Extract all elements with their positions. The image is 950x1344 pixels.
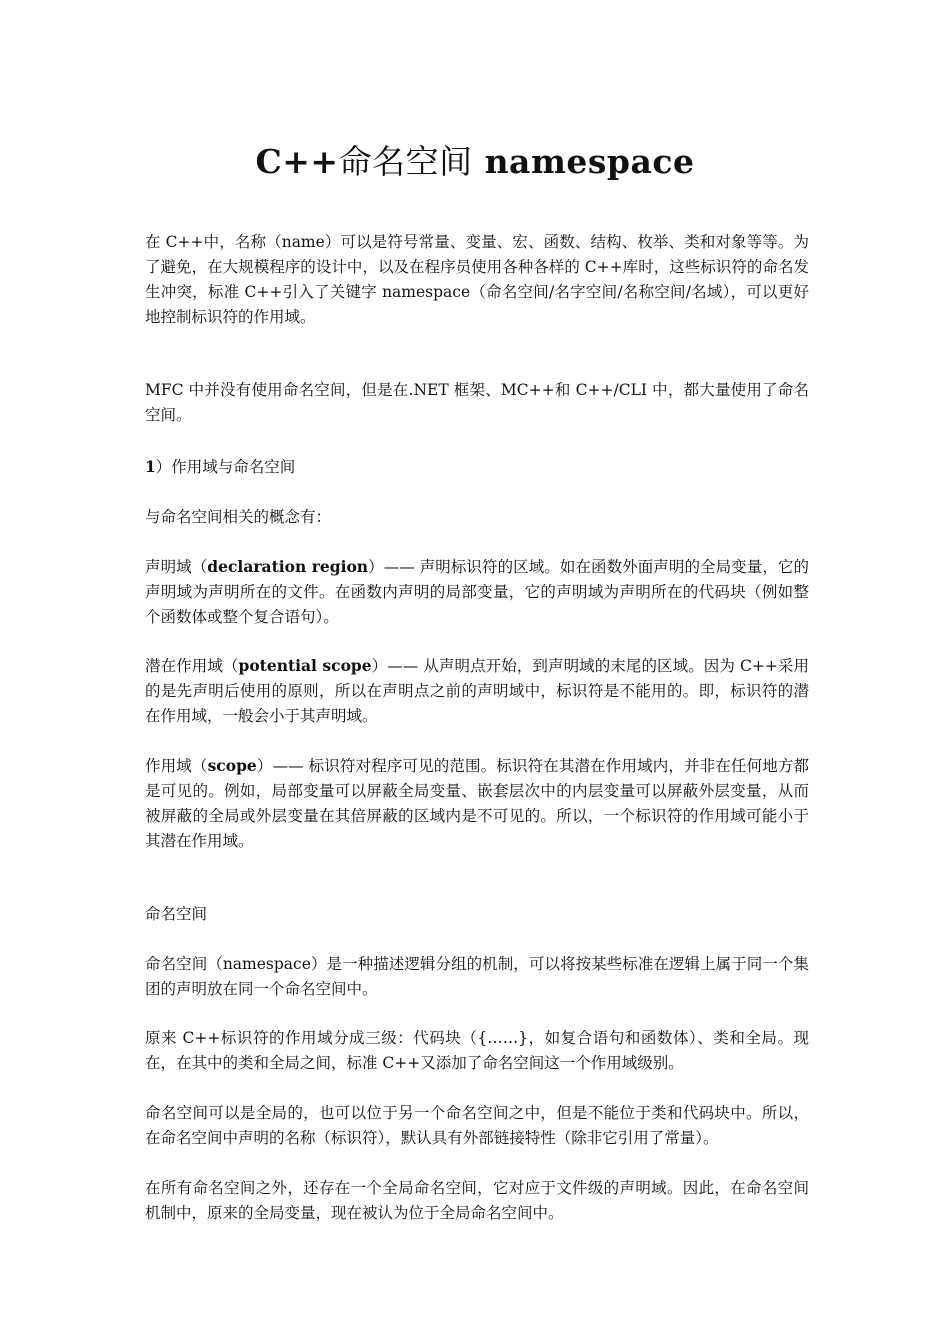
scope-levels-paragraph: 原来 C++标识符的作用域分成三级：代码块（{……}，如复合语句和函数体）、类和全局。现在，在其中的类和全局之间，标准 C++又添加了命名空间这一个作用域级别。	[145, 1029, 809, 1072]
document-title	[0, 136, 950, 183]
definition-2-pre: 潜在作用域（	[145, 657, 239, 675]
section-heading-1-text: ）作用域与命名空间	[155, 458, 296, 476]
definition-3-body: ）—— 标识符对程序可见的范围。标识符在其潜在作用域内，并非在任何地方都是可见的。例如，局部变量可以屏蔽全局变量、嵌套层次中的内层变量可以屏蔽外层变量，从而被屏蔽的全局或外层变量在其倍屏蔽的区域内是不可见的。所以，一个标识符的作用域可能小于其潜在作用域。	[145, 757, 809, 850]
definition-declaration-region	[145, 554, 809, 630]
title-suffix: namespace	[472, 142, 695, 181]
section-heading-1	[145, 454, 809, 480]
definition-2-term: potential scope	[238, 656, 372, 675]
namespace-definition-paragraph: 命名空间（namespace）是一种描述逻辑分组的机制，可以将按某些标准在逻辑上属于同一个集团的声明放在同一个命名空间中。	[145, 955, 809, 998]
global-namespace-paragraph: 在所有命名空间之外，还存在一个全局命名空间，它对应于文件级的声明域。因此，在命名空间机制中，原来的全局变量，现在被认为位于全局命名空间中。	[145, 1179, 809, 1222]
title-chinese: 命名空间	[338, 142, 473, 181]
definition-1-term: declaration region	[207, 557, 369, 576]
definition-1-pre: 声明域（	[145, 558, 208, 576]
mfc-paragraph: MFC 中并没有使用命名空间，但是在.NET 框架、MC++和 C++/CLI 中，都大量使用了命名空间。	[145, 381, 809, 424]
definition-3-term: scope	[207, 756, 257, 775]
section-heading-1-number: 1	[145, 457, 156, 476]
title-prefix: C++	[255, 142, 339, 181]
definition-scope	[145, 753, 809, 854]
definition-1-body: ）—— 声明标识符的区域。如在函数外面声明的全局变量，它的声明域为声明所在的文件。在函数内声明的局部变量，它的声明域为声明所在的代码块（例如整个函数体或整个复合语句）。	[145, 558, 809, 626]
section-heading-2: 命名空间	[145, 905, 208, 923]
concepts-intro: 与命名空间相关的概念有：	[145, 508, 332, 526]
namespace-location-paragraph: 命名空间可以是全局的，也可以位于另一个命名空间之中，但是不能位于类和代码块中。所以，在命名空间中声明的名称（标识符），默认具有外部链接特性（除非它引用了常量）。	[145, 1104, 809, 1147]
definition-3-pre: 作用域（	[145, 757, 208, 775]
definition-2-body: ）—— 从声明点开始，到声明域的末尾的区域。因为 C++采用的是先声明后使用的原则，所以在声明点之前的声明域中，标识符是不能用的。即，标识符的潜在作用域，一般会小于其声明域。	[145, 657, 809, 725]
definition-potential-scope	[145, 653, 809, 729]
intro-paragraph: 在 C++中，名称（name）可以是符号常量、变量、宏、函数、结构、枚举、类和对象等等。为了避免，在大规模程序的设计中，以及在程序员使用各种各样的 C++库时，这些标识符的命名发生冲突，标准 C++引入了关键字 namespace（命名空间/名字空间/名称空间/名域），可以更好地控制标识符的作用域。	[145, 233, 809, 326]
